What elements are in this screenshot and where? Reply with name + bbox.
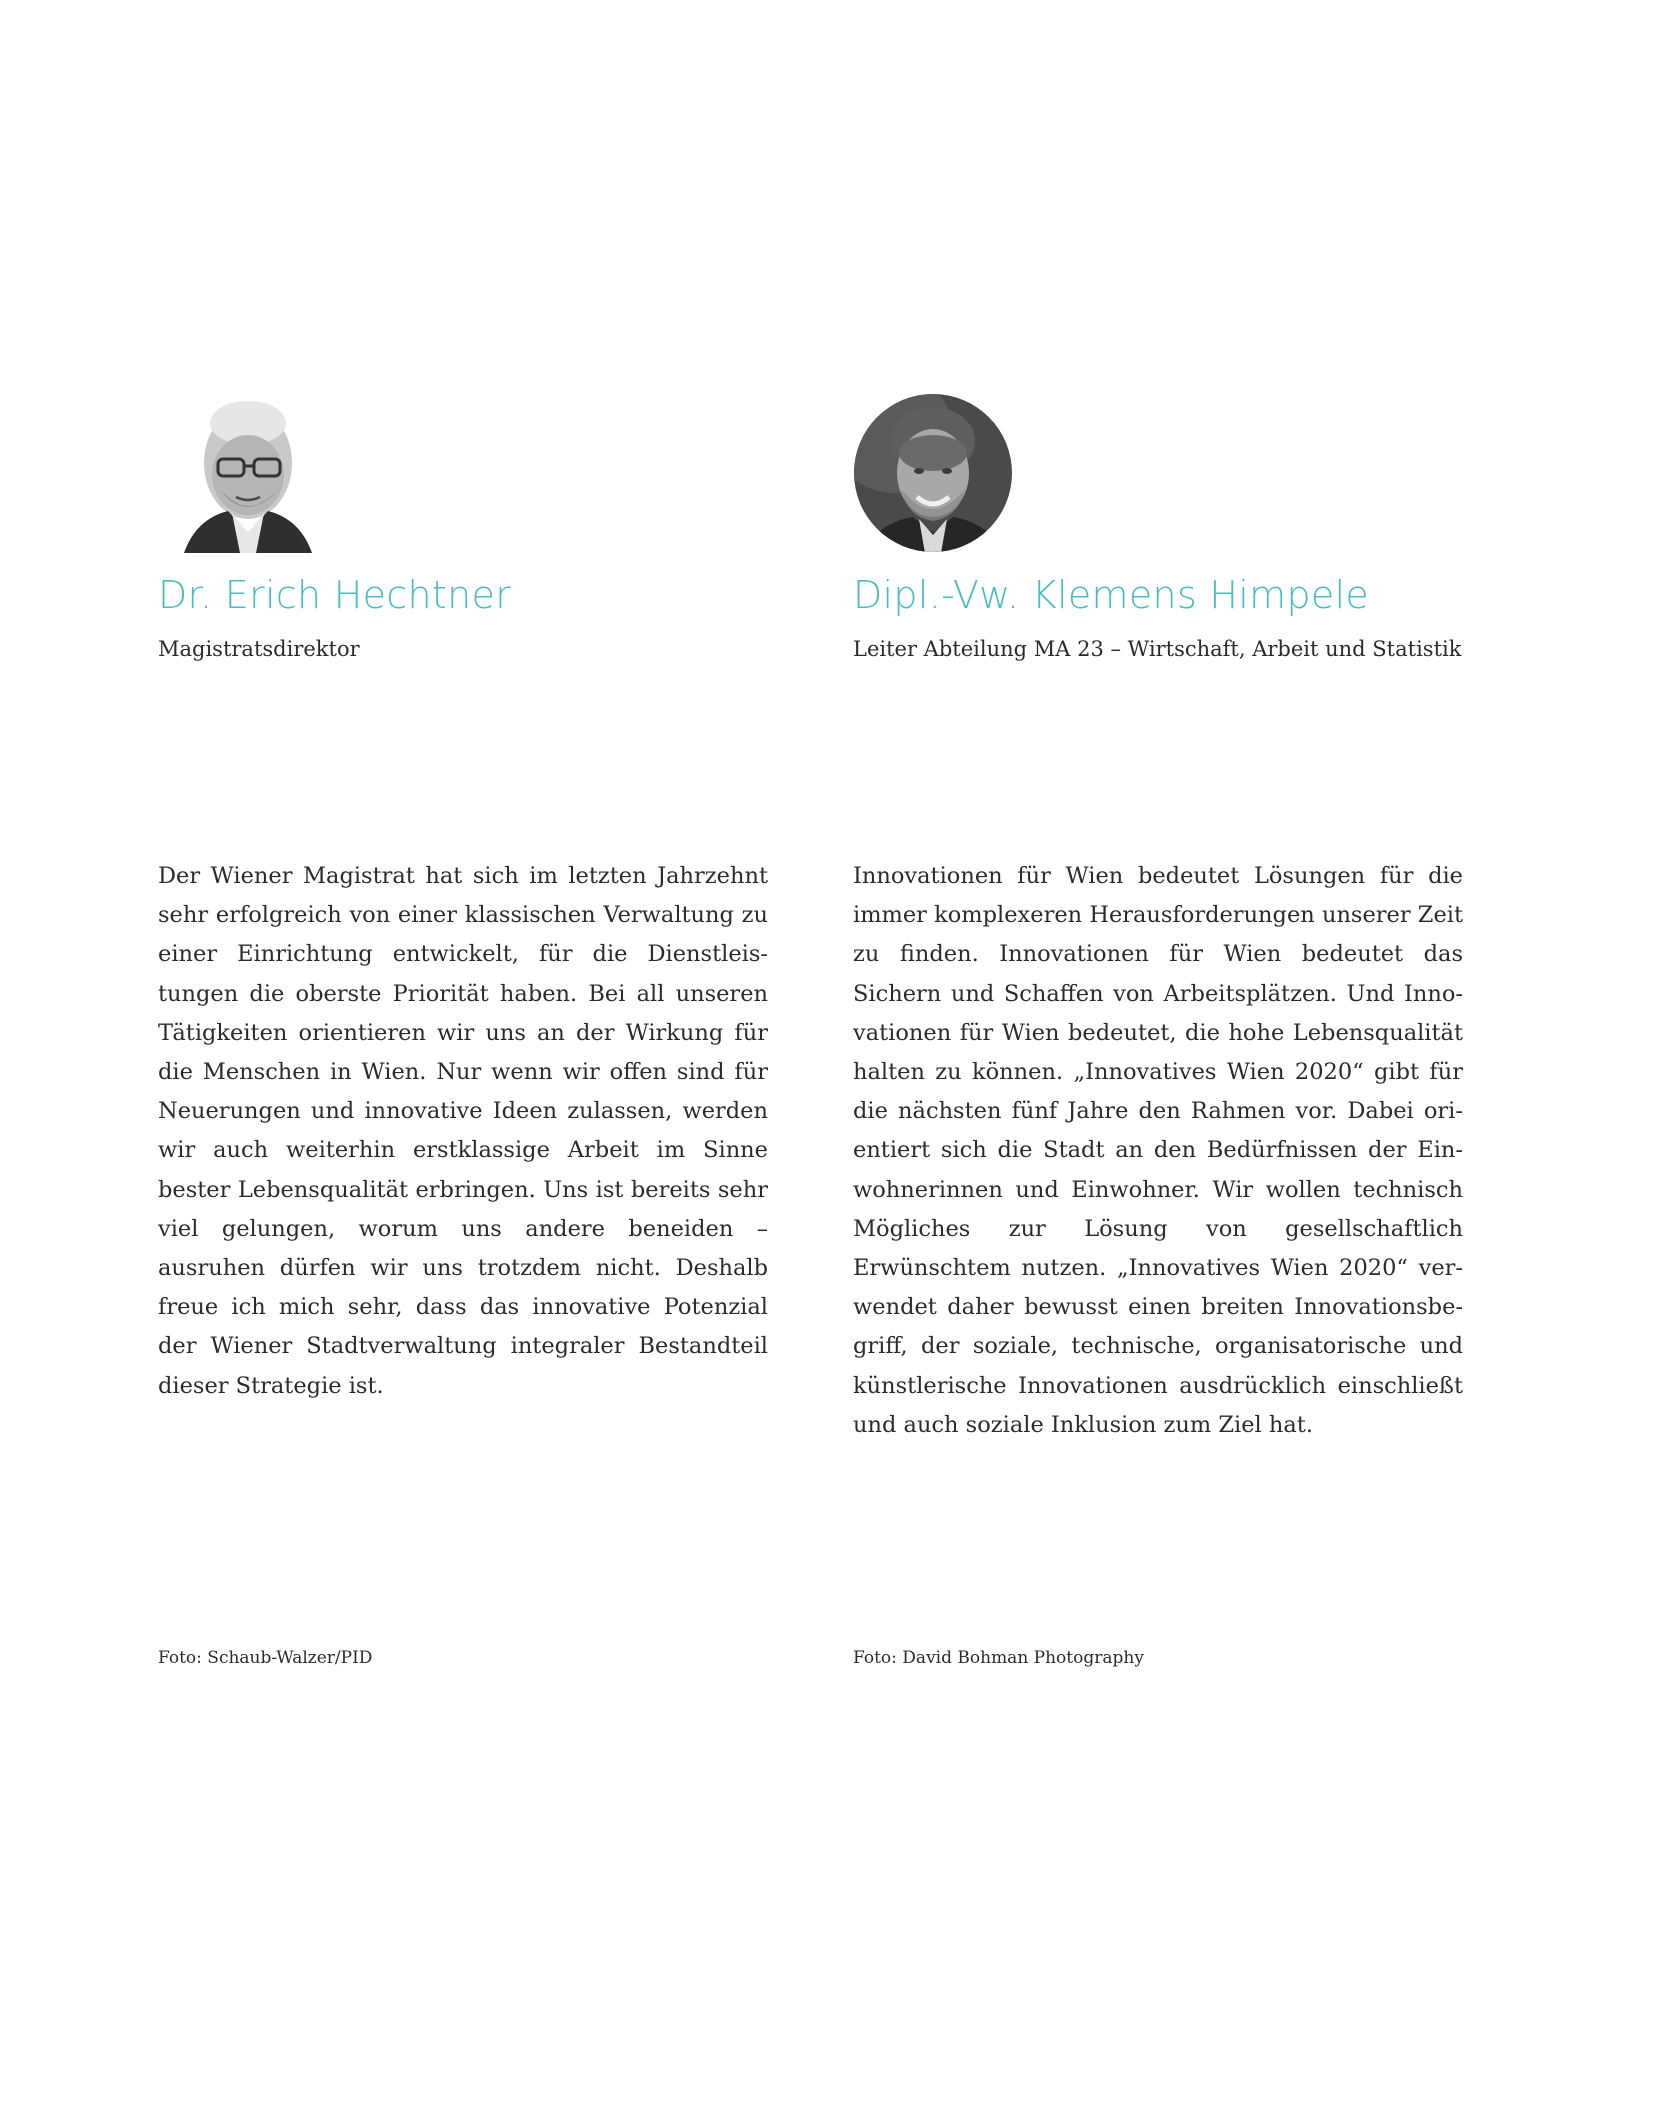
- portrait-photo-himpele: [853, 393, 1013, 553]
- statement-text: Der Wiener Magistrat hat sich im letzten Jahrzehnt sehr erfolgreich von einer klassischen Verwaltung zu einer Einrichtung entwickelt, für die Dienstleistungen die oberste Priorität haben. Bei all unseren Tätigkeiten orientieren wir uns an der Wirkung für die Menschen in Wien. Nur wenn wir offen sind für Neuerungen und innovative Ideen zulassen, werden wir auch weiterhin erstklassige Arbeit im Sinne bester Lebensqualität erbringen. Uns ist bereits sehr viel gelungen, worum uns andere beneiden – ausruhen dürfen wir uns trotzdem nicht. Deshalb freue ich mich sehr, dass das innovative Potenzial der Wiener Stadtverwaltung integraler Bestandteil dieser Strategie ist.: [158, 863, 768, 1399]
- photo-credit: Foto: David Bohman Photography: [853, 1648, 1144, 1668]
- portrait-photo-hechtner: [166, 393, 326, 553]
- person-role: Magistratsdirektor: [158, 637, 360, 661]
- person-name: Dipl.-Vw. Klemens Himpele: [853, 573, 1370, 617]
- person-role: Leiter Abteilung MA 23 – Wirtschaft, Arbeit und Statistik: [853, 637, 1462, 661]
- person-name: Dr. Erich Hechtner: [158, 573, 512, 617]
- statement-text: Innovationen für Wien bedeutet Lösungen für die immer komplexeren Herausforderungen unserer Zeit zu finden. Innovationen für Wien bedeutet das Sichern und Schaffen von Arbeitsplätzen. Und Innovationen für Wien bedeutet, die hohe Lebensqualität halten zu können. „Innovatives Wien 2020“ gibt für die nächsten fünf Jahre den Rahmen vor. Dabei orientiert sich die Stadt an den Bedürfnissen der Einwohnerinnen und Einwohner. Wir wollen technisch Mögliches zur Lösung von gesellschaftlich Erwünschtem nutzen. „Innovatives Wien 2020“ verwendet daher bewusst einen breiten Innovationsbegriff, der soziale, technische, organisatorische und künstlerische Innovationen ausdrücklich einschließt und auch soziale Inklusion zum Ziel hat.: [853, 863, 1463, 1438]
- photo-credit: Foto: Schaub-Walzer/PID: [158, 1648, 373, 1668]
